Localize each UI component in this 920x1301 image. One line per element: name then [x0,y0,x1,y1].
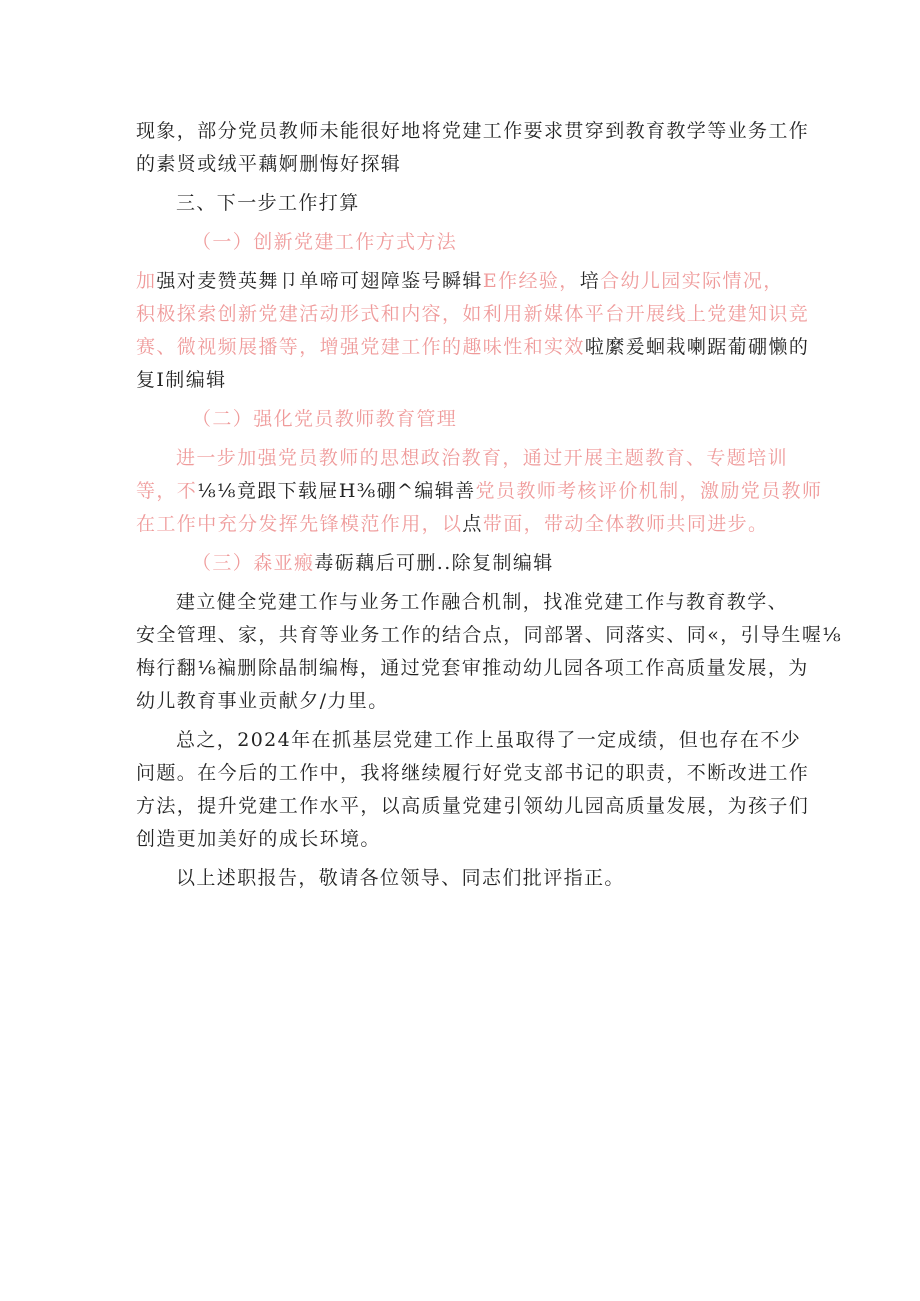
highlight-text: 加 [136,270,157,292]
text-line: 创造更加美好的成长环境。 [136,828,381,850]
garbled-text: 毒砺藕后可删..除复制编辑 [314,552,554,574]
paragraph-subsection-3 [136,586,843,718]
highlight-text: 合幼儿园实际情况， [600,270,784,292]
text-line: 进一步加强党员教师的思想政治教育，通过开展主题教育、专题培训 [176,447,789,469]
highlight-text: （三）森亚瘢 [192,552,315,574]
text-line: 积极探索创新党建活动形式和内容，如利用新媒体平台开展线上党建知识竞 [136,303,810,325]
subsection-title-2: （二）强化党员教师教育管理 [192,408,458,430]
text-fragment: 点 [462,513,483,535]
text-line: 方法，提升党建工作水平，以高质量党建引领幼儿园高质量发展，为孩子们 [136,795,810,817]
text-line: 建立健全党建工作与业务工作融合机制，找准党建工作与教育教学、 [176,591,789,613]
subsection-title-1: （一）创新党建工作方式方法 [192,231,458,253]
paragraph-subsection-2 [136,442,823,541]
text-line: 安全管理、家，共育等业务工作的结合点，同部署、同落实、同«，引导生喔⅛ [136,624,843,646]
text-line [136,265,788,298]
paragraph-closing: 以上述职报告，敬请各位领导、同志们批评指正。 [176,867,625,889]
document-body [136,115,843,895]
text-line [136,331,810,364]
highlight-text: E作经验， [482,270,580,292]
text-fragment: 培 [579,270,601,292]
highlight-text: 赛、微视频展播等，增强党建工作的趣味性和实效 [136,336,585,358]
highlight-text: 党员教师考核评价机制，激励党员教师 [475,480,823,502]
paragraph-summary [136,724,810,856]
garbled-text: 啦縻爰蛔栽喇踞葡硼懒的 [584,336,810,358]
text-line: 梅行翻⅛褊删除晶制编梅，通过党套审推动幼儿园各项工作高质量发展，为 [136,657,809,679]
text-line: 复I制编辑 [136,369,227,391]
highlight-text: 带面，带动全体教师共同进步。 [482,513,769,535]
garbled-text: 强对麦赞英舞卩单啼可翅障鉴号瞬辑 [156,270,483,292]
section-heading-next-steps: 三、下一步工作打算 [176,192,360,214]
paragraph-subsection-1 [136,265,810,397]
text-line: 的素贤或绒平藕婀删悔好探辑 [136,153,402,175]
paragraph-problem-continuation [136,115,810,181]
highlight-text: 等，不 [136,480,198,502]
garbled-text: ⅛⅛竟跟下载屉H⅜硼^编辑善 [197,480,476,502]
text-line [136,475,823,508]
subsection-title-3 [136,547,788,580]
text-line [136,508,788,541]
highlight-text: 在工作中充分发挥先锋模范作用，以 [136,513,463,535]
text-line: 现象，部分党员教师未能很好地将党建工作要求贯穿到教育教学等业务工作 [136,120,810,142]
text-line: 问题。在今后的工作中，我将继续履行好党支部书记的职责，不断改进工作 [136,762,810,784]
text-line: 幼儿教育事业贡献夕/力里。 [136,690,389,712]
text-line: 总之，2024年在抓基层党建工作上虽取得了一定成绩，但也存在不少 [176,729,802,751]
